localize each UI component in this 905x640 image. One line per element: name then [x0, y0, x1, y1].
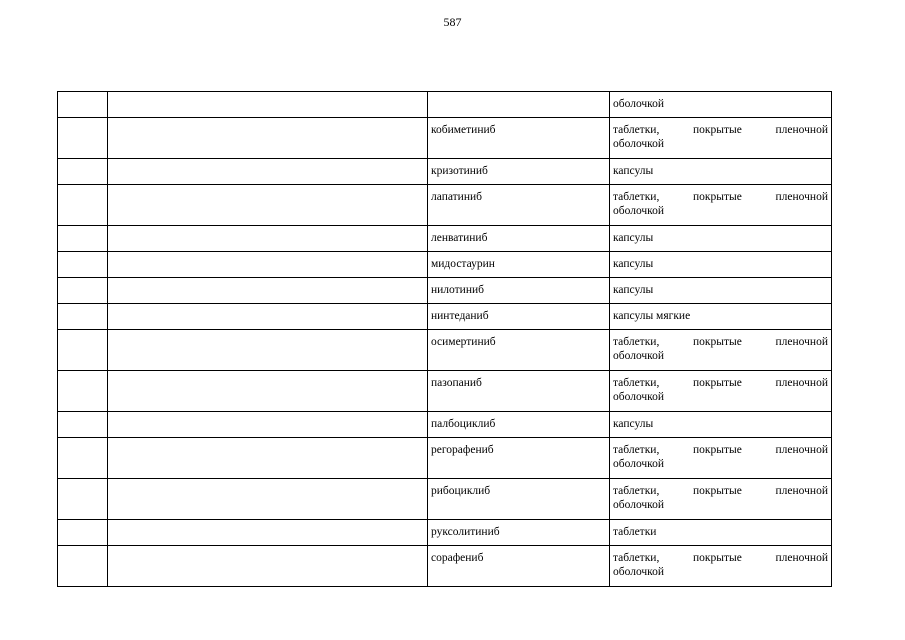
dosage-form-cell [610, 118, 832, 159]
dosage-form-word: пленочной [775, 377, 828, 389]
atc-code-cell [58, 92, 108, 118]
dosage-form-word: пленочной [775, 124, 828, 136]
dosage-form-cell [610, 479, 832, 520]
dosage-form-cell [610, 330, 832, 371]
dosage-form-word: таблетки, [613, 552, 660, 564]
dosage-form-line [613, 123, 828, 137]
dosage-form-cell [610, 520, 832, 546]
anatomical-group-cell [108, 371, 428, 412]
drug-name-cell: лапатиниб [428, 185, 610, 226]
table-row [58, 159, 832, 185]
table-row [58, 185, 832, 226]
dosage-form-word: пленочной [775, 336, 828, 348]
dosage-form-line [613, 190, 828, 204]
drug-name-cell: нинтеданиб [428, 304, 610, 330]
dosage-form-word: покрытые [693, 444, 742, 456]
atc-code-cell [58, 438, 108, 479]
dosage-form-text: капсулы [613, 258, 654, 270]
drug-name-cell: ленватиниб [428, 226, 610, 252]
atc-code-cell [58, 185, 108, 226]
dosage-form-line: оболочкой [613, 391, 665, 403]
drug-name-cell: сорафениб [428, 546, 610, 587]
dosage-form-word: таблетки, [613, 444, 660, 456]
dosage-form-cell [610, 371, 832, 412]
dosage-form-word: таблетки, [613, 124, 660, 136]
anatomical-group-cell [108, 520, 428, 546]
drug-name-cell [428, 92, 610, 118]
atc-code-cell [58, 479, 108, 520]
atc-code-cell [58, 412, 108, 438]
dosage-form-cell [610, 412, 832, 438]
dosage-form-text: капсулы мягкие [613, 310, 691, 322]
dosage-form-text: таблетки [613, 526, 657, 538]
drug-name-cell: палбоциклиб [428, 412, 610, 438]
drug-name-cell: кризотиниб [428, 159, 610, 185]
anatomical-group-cell [108, 412, 428, 438]
anatomical-group-cell [108, 185, 428, 226]
dosage-form-word: таблетки, [613, 336, 660, 348]
table-row [58, 371, 832, 412]
dosage-form-word: таблетки, [613, 485, 660, 497]
dosage-form-cell [610, 92, 832, 118]
table-row [58, 252, 832, 278]
dosage-form-text: оболочкой [613, 98, 665, 110]
dosage-form-line: оболочкой [613, 350, 665, 362]
dosage-form-line [613, 443, 828, 457]
dosage-form-cell [610, 304, 832, 330]
dosage-form-cell [610, 438, 832, 479]
anatomical-group-cell [108, 159, 428, 185]
drug-name-cell: кобиметиниб [428, 118, 610, 159]
table-body [58, 92, 832, 587]
dosage-form-line: оболочкой [613, 458, 665, 470]
table-row [58, 438, 832, 479]
drug-name-cell: нилотиниб [428, 278, 610, 304]
atc-code-cell [58, 159, 108, 185]
dosage-form-line [613, 376, 828, 390]
dosage-form-line [613, 335, 828, 349]
dosage-form-text: капсулы [613, 284, 654, 296]
dosage-form-word: покрытые [693, 336, 742, 348]
atc-code-cell [58, 520, 108, 546]
table-row [58, 278, 832, 304]
dosage-form-cell [610, 278, 832, 304]
dosage-form-word: покрытые [693, 485, 742, 497]
dosage-form-cell [610, 252, 832, 278]
dosage-form-word: пленочной [775, 552, 828, 564]
anatomical-group-cell [108, 118, 428, 159]
dosage-form-text: капсулы [613, 232, 654, 244]
table-row [58, 304, 832, 330]
page-number: 587 [443, 15, 462, 29]
dosage-form-text: капсулы [613, 418, 654, 430]
anatomical-group-cell [108, 479, 428, 520]
atc-code-cell [58, 546, 108, 587]
anatomical-group-cell [108, 92, 428, 118]
table-row [58, 226, 832, 252]
atc-code-cell [58, 252, 108, 278]
dosage-form-line: оболочкой [613, 499, 665, 511]
dosage-form-line: оболочкой [613, 205, 665, 217]
table-row [58, 330, 832, 371]
dosage-form-cell [610, 185, 832, 226]
atc-code-cell [58, 118, 108, 159]
drug-name-cell: рибоциклиб [428, 479, 610, 520]
anatomical-group-cell [108, 304, 428, 330]
table-row [58, 92, 832, 118]
anatomical-group-cell [108, 278, 428, 304]
dosage-form-word: таблетки, [613, 191, 660, 203]
drug-table [57, 91, 832, 587]
atc-code-cell [58, 226, 108, 252]
table-row [58, 520, 832, 546]
dosage-form-word: покрытые [693, 552, 742, 564]
dosage-form-cell [610, 546, 832, 587]
dosage-form-word: пленочной [775, 485, 828, 497]
table-row [58, 118, 832, 159]
table-row [58, 479, 832, 520]
table-row [58, 412, 832, 438]
drug-name-cell: регорафениб [428, 438, 610, 479]
dosage-form-line [613, 551, 828, 565]
dosage-form-word: покрытые [693, 377, 742, 389]
atc-code-cell [58, 304, 108, 330]
dosage-form-text: капсулы [613, 165, 654, 177]
dosage-form-cell [610, 226, 832, 252]
atc-code-cell [58, 330, 108, 371]
anatomical-group-cell [108, 226, 428, 252]
drug-name-cell: пазопаниб [428, 371, 610, 412]
dosage-form-line: оболочкой [613, 566, 665, 578]
drug-name-cell: руксолитиниб [428, 520, 610, 546]
dosage-form-cell [610, 159, 832, 185]
drug-name-cell: мидостаурин [428, 252, 610, 278]
dosage-form-word: покрытые [693, 124, 742, 136]
dosage-form-line: оболочкой [613, 138, 665, 150]
anatomical-group-cell [108, 546, 428, 587]
atc-code-cell [58, 371, 108, 412]
dosage-form-line [613, 484, 828, 498]
anatomical-group-cell [108, 252, 428, 278]
dosage-form-word: пленочной [775, 191, 828, 203]
dosage-form-word: таблетки, [613, 377, 660, 389]
table-row [58, 546, 832, 587]
drug-name-cell: осимертиниб [428, 330, 610, 371]
atc-code-cell [58, 278, 108, 304]
dosage-form-word: пленочной [775, 444, 828, 456]
anatomical-group-cell [108, 438, 428, 479]
anatomical-group-cell [108, 330, 428, 371]
dosage-form-word: покрытые [693, 191, 742, 203]
